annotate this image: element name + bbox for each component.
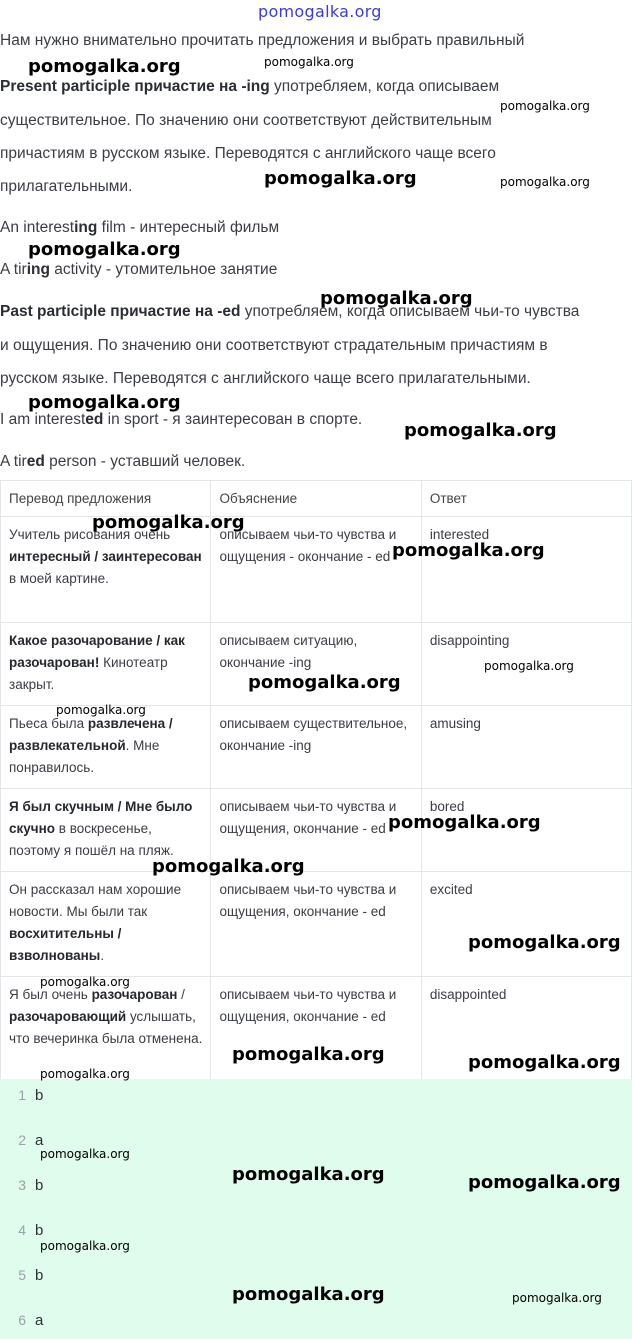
watermark: pomogalka.org [28,239,181,260]
present-participle-line2: существительное. По значению они соответствуют действительным [0,112,492,129]
watermark: pomogalka.org [484,659,574,673]
cell-explanation: описываем чьи-то чувства и ощущения, окончание - ed [211,789,421,872]
example-part: in sport - я заинтересован в спорте. [103,411,363,428]
past-participle-line1 [0,295,632,329]
watermark: pomogalka.org [392,540,545,561]
header-answer: Ответ [421,481,631,517]
present-participle-term: Present participle причастие на -ing [0,78,270,95]
answer-value: b [35,1222,44,1239]
cell-answer: bored [421,789,631,872]
watermark: pomogalka.org [468,1052,621,1073]
example-part: person - уставший человек. [44,453,246,470]
example-part: A tir [0,453,27,470]
cell-explanation: описываем чьи-то чувства и ощущения - окончание - ed [211,517,421,623]
line-number: 5 [18,1267,26,1283]
present-participle-line4: прилагательными. [0,178,133,195]
cell-answer: disappointed [421,977,631,1081]
cell-answer: disappointing [421,623,631,706]
intro-text: Нам нужно внимательно прочитать предложения и выбрать правильный [0,32,525,49]
table-row [1,872,632,977]
present-participle-rest: употребляем, когда описываем [269,78,500,95]
list-item [0,1087,632,1109]
watermark: pomogalka.org [248,672,401,693]
example-part: An interest [0,219,75,236]
cell-explanation: описываем чьи-то чувства и ощущения, окончание - ed [211,872,421,977]
example-part: A tir [0,261,27,278]
cell-explanation: описываем существительное, окончание -ing [211,706,421,789]
watermark: pomogalka.org [56,703,146,717]
list-item [0,1312,632,1334]
watermark: pomogalka.org [232,1284,385,1305]
answer-value: b [35,1087,44,1104]
example-part: activity - утомительное занятие [49,261,278,278]
cell-answer: amusing [421,706,631,789]
watermark: pomogalka.org [232,1044,385,1065]
example-part: film - интересный фильм [97,219,280,236]
answers-table [0,480,632,1081]
cell-sentence: Я был скучным / Мне было скучно в воскресенье, поэтому я пошёл на пляж. [1,789,211,872]
watermark: pomogalka.org [264,55,354,69]
watermark: pomogalka.org [28,392,181,413]
watermark: pomogalka.org [404,420,557,441]
answer-value: a [35,1132,44,1149]
header-translation: Перевод предложения [1,481,211,517]
past-participle-line3: русском языке. Переводятся с английского чаще всего прилагательными. [0,370,531,387]
watermark: pomogalka.org [264,168,417,189]
watermark: pomogalka.org [28,56,181,77]
line-number: 3 [18,1177,26,1193]
cell-answer: excited [421,872,631,977]
cell-sentence: Он рассказал нам хорошие новости. Мы были так восхитительны / взволнованы. [1,872,211,977]
watermark: pomogalka.org [40,1067,130,1081]
past-participle-line2: и ощущения. По значению они соответствуют страдательным причастиям в [0,337,548,354]
watermark: pomogalka.org [500,99,590,113]
present-participle-line3: причастиям в русском языке. Переводятся с английского чаще всего [0,145,496,162]
example-tired [0,445,632,479]
watermark: pomogalka.org [500,175,590,189]
cell-sentence: Я был очень разочарован / разочаровающий услышать, что вечеринка была отменена. [1,977,211,1081]
line-number: 6 [18,1312,26,1328]
watermark: pomogalka.org [388,812,541,833]
example-part: I am interest [0,411,86,428]
example-ending: ing [74,219,98,236]
cell-answer: interested [421,517,631,623]
answer-value: b [35,1177,44,1194]
cell-sentence: Учитель рисования очень интересный / заинтересован в моей картине. [1,517,211,623]
cell-explanation: описываем ситуацию, окончание -ing [211,623,421,706]
watermark: pomogalka.org [40,1147,130,1161]
answer-value: b [35,1267,44,1284]
line-number: 1 [18,1087,26,1103]
example-ending: ed [26,453,45,470]
site-logo[interactable]: pomogalka.org [258,2,382,21]
watermark: pomogalka.org [152,856,305,877]
example-ending: ed [85,411,104,428]
past-participle-rest: употребляем, когда описываем чьи-то чувства [240,303,580,320]
watermark: pomogalka.org [512,1291,602,1305]
line-number: 4 [18,1222,26,1238]
past-participle-term: Past participle причастие на -ed [0,303,241,320]
cell-sentence: Пьеса была развлечена / развлекательной. Мне понравилось. [1,706,211,789]
watermark: pomogalka.org [40,1239,130,1253]
answer-value: a [35,1312,44,1329]
table-row [1,706,632,789]
cell-explanation: описываем чьи-то чувства и ощущения, окончание - ed [211,977,421,1081]
watermark: pomogalka.org [468,1172,621,1193]
watermark: pomogalka.org [468,932,621,953]
watermark: pomogalka.org [320,288,473,309]
example-ending: ing [26,261,50,278]
line-number: 2 [18,1132,26,1148]
header-explanation: Объяснение [211,481,421,517]
cell-sentence: Какое разочарование / как разочарован! Кинотеатр закрыт. [1,623,211,706]
watermark: pomogalka.org [40,975,130,989]
watermark: pomogalka.org [92,512,245,533]
watermark: pomogalka.org [232,1164,385,1185]
